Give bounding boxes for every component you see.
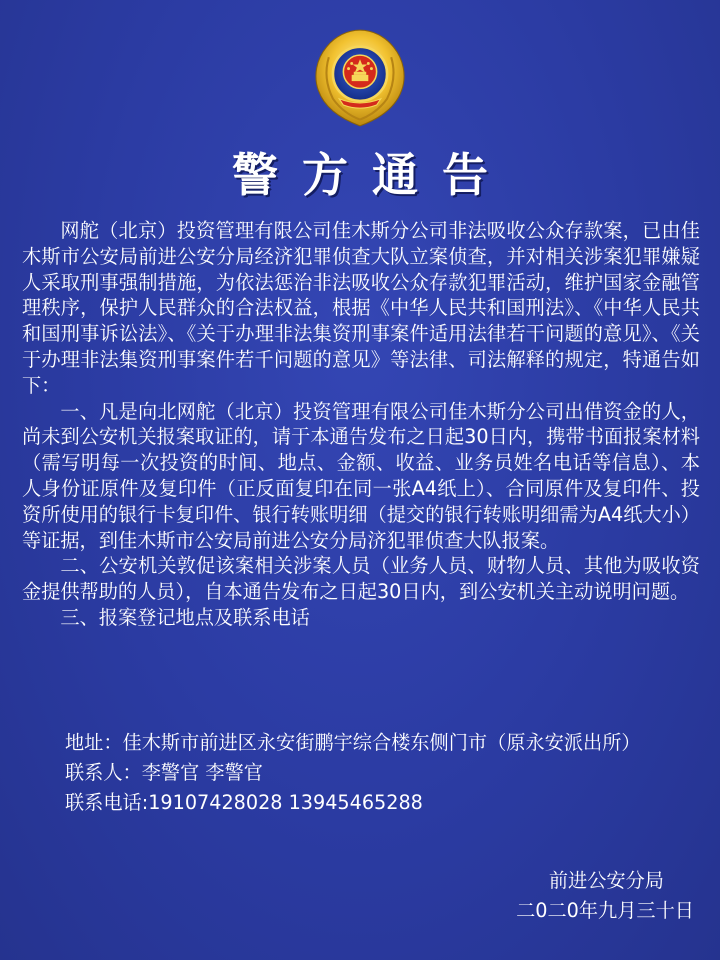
contact-person-line: 联系人：李警官 李警官: [65, 761, 263, 784]
issuer-name: 前进公安分局: [548, 869, 664, 892]
notice-footer: [516, 866, 694, 926]
police-emblem-icon: [308, 26, 412, 130]
notice-item-2: 二、公安机关敦促该案相关涉案人员（业务人员、财物人员、其他为吸收资金提供帮助的人员），自本通告发布之日起30日内，到公安机关主动说明问题。: [22, 554, 700, 604]
contact-info: [65, 728, 641, 818]
notice-item-1: 一、凡是向北网舵（北京）投资管理有限公司佳木斯分公司出借资金的人，尚未到公安机关报案取证的，请于本通告发布之日起30日内，携带书面报案材料（需写明每一次投资的时间、地点、金额、收益、业务员姓名电话等信息）、本人身份证原件及复印件（正反面复印在同一张A4纸上）、合同原件及复印件、投资所使用的银行卡复印件、银行转账明细（提交的银行转账明细需为A4纸大小）等证据，到佳木斯市公安局前进公安分局济犯罪侦查大队报案。: [22, 399, 700, 552]
notice-intro-paragraph: 网舵（北京）投资管理有限公司佳木斯分公司非法吸收公众存款案，已由佳木斯市公安局前进公安分局经济犯罪侦查大队立案侦查，并对相关涉案犯罪嫌疑人采取刑事强制措施，为依法惩治非法吸收公众存款犯罪活动，维护国家金融管理秩序，保护人民群众的合法权益，根据《中华人民共和国刑法》、《中华人民共和国刑事诉讼法》、《关于办理非法集资刑事案件适用法律若干问题的意见》、《关于办理非法集资刑事案件若千问题的意见》等法律、司法解释的规定，特通告如下：: [22, 219, 700, 397]
address-line: 地址：佳木斯市前进区永安街鹏宇综合楼东侧门市（原永安派出所）: [65, 731, 641, 754]
notice-body: [22, 218, 700, 631]
issue-date: 二0二0年九月三十日: [516, 899, 694, 922]
notice-item-3: 三、报案登记地点及联系电话: [60, 605, 310, 629]
notice-title: 警方通告: [232, 148, 512, 202]
phone-line: 联系电话:19107428028 13945465288: [65, 791, 423, 814]
